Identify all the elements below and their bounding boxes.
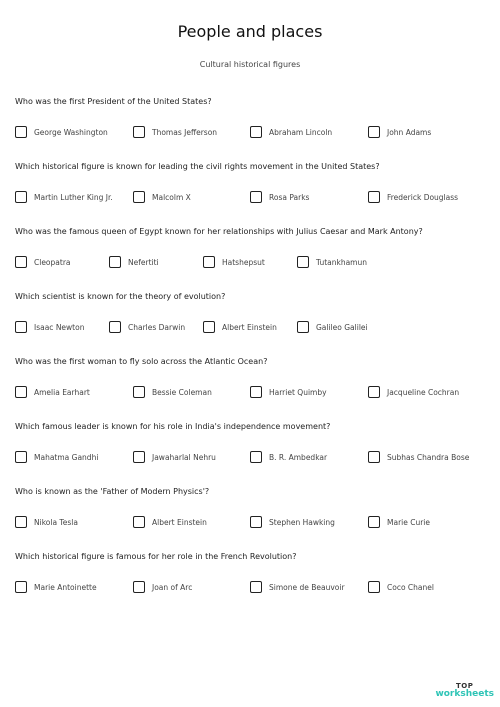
checkbox[interactable] — [133, 126, 145, 138]
checkbox[interactable] — [250, 451, 262, 463]
checkbox[interactable] — [133, 451, 145, 463]
option[interactable] — [15, 384, 90, 400]
option[interactable] — [297, 254, 367, 270]
option[interactable] — [368, 384, 459, 400]
checkbox[interactable] — [15, 256, 27, 268]
question-text: Which scientist is known for the theory of evolution? — [15, 292, 226, 301]
option[interactable] — [15, 514, 78, 530]
option[interactable] — [368, 189, 458, 205]
option-label: Stephen Hawking — [269, 517, 335, 527]
checkbox[interactable] — [15, 386, 27, 398]
checkbox[interactable] — [297, 321, 309, 333]
option-label: B. R. Ambedkar — [269, 452, 328, 462]
option-label: Rosa Parks — [269, 192, 310, 202]
option-label: Bessie Coleman — [152, 387, 212, 397]
checkbox[interactable] — [368, 386, 380, 398]
question-text: Which famous leader is known for his role in India's independence movement? — [15, 422, 331, 431]
option[interactable] — [250, 449, 327, 465]
option[interactable] — [133, 514, 207, 530]
options-row — [15, 124, 490, 144]
option-label: Marie Curie — [387, 517, 431, 527]
option[interactable] — [297, 319, 368, 335]
checkbox[interactable] — [15, 126, 27, 138]
option-label: George Washington — [34, 127, 108, 137]
question-text: Who was the first President of the United States? — [15, 97, 212, 106]
page-subtitle: Cultural historical figures — [199, 60, 301, 69]
brand-logo[interactable] — [435, 683, 494, 699]
checkbox[interactable] — [15, 516, 27, 528]
option-label: Malcolm X — [152, 192, 191, 202]
option-label: Martin Luther King Jr. — [34, 192, 113, 202]
option[interactable] — [250, 579, 345, 595]
brand-top-text: TOP — [456, 682, 474, 690]
option[interactable] — [133, 384, 212, 400]
question-text: Who was the first woman to fly solo across the Atlantic Ocean? — [15, 357, 268, 366]
option[interactable] — [368, 449, 469, 465]
option-label: John Adams — [387, 127, 432, 137]
checkbox[interactable] — [15, 321, 27, 333]
option-label: Simone de Beauvoir — [269, 582, 345, 592]
option[interactable] — [203, 319, 277, 335]
checkbox[interactable] — [15, 451, 27, 463]
options-row — [15, 579, 490, 599]
option-label: Galileo Galilei — [316, 322, 368, 332]
question-6 — [15, 421, 490, 469]
question-1 — [15, 96, 490, 144]
option[interactable] — [368, 514, 430, 530]
checkbox[interactable] — [250, 191, 262, 203]
checkbox[interactable] — [368, 516, 380, 528]
checkbox[interactable] — [368, 581, 380, 593]
checkbox[interactable] — [15, 581, 27, 593]
option-label: Tutankhamun — [316, 257, 367, 267]
option-label: Abraham Lincoln — [269, 127, 333, 137]
option[interactable] — [133, 189, 191, 205]
question-3 — [15, 226, 490, 274]
question-text: Which historical figure is known for leading the civil rights movement in the United States? — [15, 162, 380, 171]
checkbox[interactable] — [133, 516, 145, 528]
checkbox[interactable] — [133, 191, 145, 203]
option[interactable] — [203, 254, 265, 270]
option-label: Joan of Arc — [152, 582, 193, 592]
option[interactable] — [15, 319, 84, 335]
checkbox[interactable] — [368, 451, 380, 463]
option-label: Hatshepsut — [222, 257, 265, 267]
option[interactable] — [15, 189, 113, 205]
option[interactable] — [250, 124, 332, 140]
option[interactable] — [368, 579, 434, 595]
checkbox[interactable] — [109, 256, 121, 268]
checkbox[interactable] — [297, 256, 309, 268]
checkbox[interactable] — [250, 516, 262, 528]
question-text: Which historical figure is famous for her role in the French Revolution? — [15, 552, 297, 561]
option[interactable] — [15, 579, 97, 595]
option[interactable] — [250, 514, 335, 530]
option[interactable] — [109, 254, 159, 270]
option-label: Jacqueline Cochran — [387, 387, 460, 397]
options-row — [15, 449, 490, 469]
options-row — [15, 254, 490, 274]
checkbox[interactable] — [368, 191, 380, 203]
option-label: Jawaharlal Nehru — [152, 452, 216, 462]
question-text: Who was the famous queen of Egypt known for her relationships with Julius Caesar and Mark Antony? — [15, 227, 423, 236]
question-7 — [15, 486, 490, 534]
option[interactable] — [109, 319, 185, 335]
page-title: People and places — [177, 22, 323, 41]
option[interactable] — [250, 384, 327, 400]
option-label: Coco Chanel — [387, 582, 434, 592]
option[interactable] — [15, 124, 108, 140]
question-5 — [15, 356, 490, 404]
option-label: Cleopatra — [34, 257, 71, 267]
option-label: Albert Einstein — [152, 517, 207, 527]
checkbox[interactable] — [15, 191, 27, 203]
option-label: Mahatma Gandhi — [34, 452, 99, 462]
checkbox[interactable] — [133, 581, 145, 593]
checkbox[interactable] — [109, 321, 121, 333]
question-8 — [15, 551, 490, 599]
checkbox[interactable] — [203, 321, 215, 333]
option-label: Nikola Tesla — [34, 517, 78, 527]
checkbox[interactable] — [250, 581, 262, 593]
options-row — [15, 319, 490, 339]
options-row — [15, 189, 490, 209]
option[interactable] — [15, 449, 98, 465]
option-label: Subhas Chandra Bose — [387, 452, 470, 462]
option-label: Isaac Newton — [34, 322, 85, 332]
brand-main-text: worksheets — [435, 689, 494, 699]
option-label: Marie Antoinette — [34, 582, 97, 592]
option-label: Amelia Earhart — [34, 387, 90, 397]
option-label: Nefertiti — [128, 257, 159, 267]
options-row — [15, 384, 490, 404]
checkbox[interactable] — [133, 386, 145, 398]
option-label: Charles Darwin — [128, 322, 186, 332]
option[interactable] — [133, 579, 192, 595]
checkbox[interactable] — [203, 256, 215, 268]
option[interactable] — [133, 449, 216, 465]
question-4 — [15, 291, 490, 339]
option[interactable] — [133, 124, 217, 140]
options-row — [15, 514, 490, 534]
option[interactable] — [368, 124, 431, 140]
option-label: Frederick Douglass — [387, 192, 459, 202]
option[interactable] — [15, 254, 71, 270]
option-label: Harriet Quimby — [269, 387, 327, 397]
question-text: Who is known as the 'Father of Modern Physics'? — [15, 487, 210, 496]
option[interactable] — [250, 189, 309, 205]
option-label: Albert Einstein — [222, 322, 277, 332]
checkbox[interactable] — [250, 386, 262, 398]
checkbox[interactable] — [368, 126, 380, 138]
checkbox[interactable] — [250, 126, 262, 138]
option-label: Thomas Jefferson — [152, 127, 218, 137]
question-2 — [15, 161, 490, 209]
